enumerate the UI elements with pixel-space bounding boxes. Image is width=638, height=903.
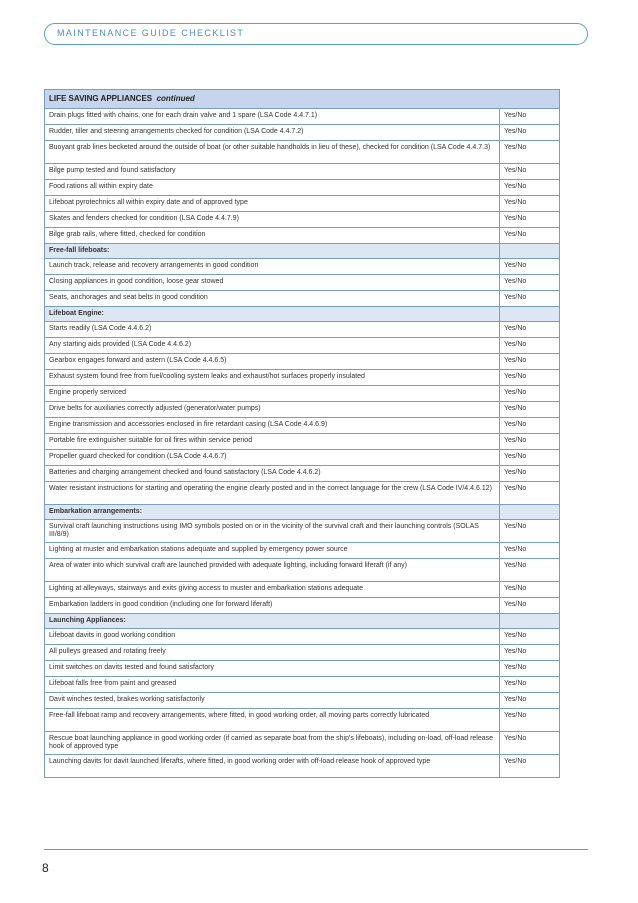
table-title: LIFE SAVING APPLIANCES — [49, 94, 153, 103]
checklist-item-text: Free-fall lifeboat ramp and recovery arrangements, where fitted, in good working order, all moving parts correctly lubricated — [45, 709, 500, 732]
checklist-item-text: Lighting at muster and embarkation stations adequate and supplied by emergency power source — [45, 543, 500, 559]
checklist-row — [45, 402, 560, 418]
checklist-row — [45, 418, 560, 434]
header-banner — [44, 23, 588, 45]
checklist-answer[interactable]: Yes/No — [500, 275, 560, 291]
checklist-item-text: Food rations all within expiry date — [45, 180, 500, 196]
checklist-row — [45, 693, 560, 709]
checklist-answer[interactable]: Yes/No — [500, 386, 560, 402]
checklist-item-text: Seats, anchorages and seat belts in good condition — [45, 291, 500, 307]
checklist-answer[interactable]: Yes/No — [500, 629, 560, 645]
checklist-item-text: Buoyant grab lines becketed around the outside of boat (or other suitable handholds in lieu of these), checked for condition (LSA Code 4.4.7.3) — [45, 141, 500, 164]
checklist-item-text: Rescue boat launching appliance in good working order (if carried as separate boat from the ship's lifeboats), including on-load, off-load release hook of approved type — [45, 732, 500, 755]
checklist-item-text: Embarkation ladders in good condition (including one for forward liferaft) — [45, 598, 500, 614]
checklist-item-text: Survival craft launching instructions using IMO symbols posted on or in the vicinity of the survival craft and their launching controls (SOLAS III/8/9) — [45, 520, 500, 543]
checklist-item-text: Drain plugs fitted with chains, one for each drain valve and 1 spare (LSA Code 4.4.7.1) — [45, 109, 500, 125]
checklist-item-text: Area of water into which survival craft are launched provided with adequate lighting, including forward liferaft (if any) — [45, 559, 500, 582]
section-header-row — [45, 244, 560, 259]
checklist-item-text: Starts readily (LSA Code 4.4.6.2) — [45, 322, 500, 338]
checklist-row — [45, 661, 560, 677]
checklist-row — [45, 125, 560, 141]
checklist-item-text: Limit switches on davits tested and found satisfactory — [45, 661, 500, 677]
checklist-item-text: Lifeboat falls free from paint and greased — [45, 677, 500, 693]
checklist-item-text: All pulleys greased and rotating freely — [45, 645, 500, 661]
section-header: Free-fall lifeboats: — [45, 244, 500, 259]
checklist-item-text: Bilge grab rails, where fitted, checked for condition — [45, 228, 500, 244]
checklist-row — [45, 598, 560, 614]
checklist-item-text: Water resistant instructions for starting and operating the engine clearly posted and in the correct language for the crew (LSA Code IV/4.4.6.12) — [45, 482, 500, 505]
checklist-row — [45, 386, 560, 402]
checklist-item-text: Gearbox engages forward and astern (LSA Code 4.4.6.5) — [45, 354, 500, 370]
table-title-cell — [45, 90, 560, 109]
checklist-row — [45, 109, 560, 125]
section-answer-cell — [500, 307, 560, 322]
checklist-row — [45, 322, 560, 338]
checklist-row — [45, 755, 560, 778]
checklist-item-text: Lighting at alleyways, stairways and exits giving access to muster and embarkation stations adequate — [45, 582, 500, 598]
checklist-item-text: Batteries and charging arrangement checked and found satisfactory (LSA Code 4.4.6.2) — [45, 466, 500, 482]
checklist-item-text: Launch track, release and recovery arrangements in good condition — [45, 259, 500, 275]
section-header: Launching Appliances: — [45, 614, 500, 629]
checklist-item-text: Portable fire extinguisher suitable for oil fires within service period — [45, 434, 500, 450]
checklist-answer[interactable]: Yes/No — [500, 322, 560, 338]
checklist-item-text: Propeller guard checked for condition (LSA Code 4.4.6.7) — [45, 450, 500, 466]
checklist-row — [45, 228, 560, 244]
checklist-row — [45, 629, 560, 645]
checklist-answer[interactable]: Yes/No — [500, 291, 560, 307]
checklist-answer[interactable]: Yes/No — [500, 645, 560, 661]
checklist-answer[interactable]: Yes/No — [500, 466, 560, 482]
checklist-answer[interactable]: Yes/No — [500, 677, 560, 693]
checklist-answer[interactable]: Yes/No — [500, 141, 560, 164]
checklist-item-text: Launching davits for davit launched liferafts, where fitted, in good working order with off-load release hook of approved type — [45, 755, 500, 778]
checklist-answer[interactable]: Yes/No — [500, 370, 560, 386]
checklist-answer[interactable]: Yes/No — [500, 559, 560, 582]
table-title-suffix: continued — [156, 94, 195, 103]
checklist-answer[interactable]: Yes/No — [500, 196, 560, 212]
checklist-answer[interactable]: Yes/No — [500, 354, 560, 370]
checklist-answer[interactable]: Yes/No — [500, 434, 560, 450]
checklist-item-text: Exhaust system found free from fuel/cooling system leaks and exhaust/hot surfaces properly insulated — [45, 370, 500, 386]
checklist-item-text: Engine transmission and accessories enclosed in fire retardant casing (LSA Code 4.4.6.9) — [45, 418, 500, 434]
checklist-answer[interactable]: Yes/No — [500, 755, 560, 778]
checklist-item-text: Closing appliances in good condition, loose gear stowed — [45, 275, 500, 291]
checklist-answer[interactable]: Yes/No — [500, 520, 560, 543]
checklist-answer[interactable]: Yes/No — [500, 212, 560, 228]
checklist-row — [45, 645, 560, 661]
checklist-row — [45, 434, 560, 450]
checklist-row — [45, 732, 560, 755]
section-answer-cell — [500, 614, 560, 629]
checklist-row — [45, 466, 560, 482]
checklist-row — [45, 482, 560, 505]
section-answer-cell — [500, 244, 560, 259]
checklist-row — [45, 141, 560, 164]
checklist-item-text: Lifeboat davits in good working condition — [45, 629, 500, 645]
checklist-answer[interactable]: Yes/No — [500, 450, 560, 466]
checklist-row — [45, 275, 560, 291]
checklist-answer[interactable]: Yes/No — [500, 661, 560, 677]
checklist-answer[interactable]: Yes/No — [500, 164, 560, 180]
section-header: Lifeboat Engine: — [45, 307, 500, 322]
checklist-row — [45, 559, 560, 582]
checklist-answer[interactable]: Yes/No — [500, 482, 560, 505]
checklist-answer[interactable]: Yes/No — [500, 180, 560, 196]
checklist-row — [45, 450, 560, 466]
footer-divider — [44, 849, 588, 850]
checklist-row — [45, 259, 560, 275]
checklist-row — [45, 196, 560, 212]
checklist-answer[interactable]: Yes/No — [500, 402, 560, 418]
checklist-row — [45, 677, 560, 693]
section-header-row — [45, 505, 560, 520]
section-header-row — [45, 307, 560, 322]
checklist-row — [45, 582, 560, 598]
checklist-row — [45, 212, 560, 228]
checklist-answer[interactable]: Yes/No — [500, 338, 560, 354]
checklist-answer[interactable]: Yes/No — [500, 598, 560, 614]
checklist-answer[interactable]: Yes/No — [500, 582, 560, 598]
checklist-row — [45, 354, 560, 370]
checklist-item-text: Davit winches tested, brakes working satisfactorily — [45, 693, 500, 709]
checklist-item-text: Any starting aids provided (LSA Code 4.4.6.2) — [45, 338, 500, 354]
checklist-answer[interactable]: Yes/No — [500, 732, 560, 755]
checklist-answer[interactable]: Yes/No — [500, 709, 560, 732]
checklist-answer[interactable]: Yes/No — [500, 543, 560, 559]
section-answer-cell — [500, 505, 560, 520]
checklist-answer[interactable]: Yes/No — [500, 228, 560, 244]
checklist-row — [45, 543, 560, 559]
header-title: MAINTENANCE GUIDE CHECKLIST — [57, 28, 245, 38]
checklist-row — [45, 520, 560, 543]
checklist-answer[interactable]: Yes/No — [500, 259, 560, 275]
checklist-row — [45, 370, 560, 386]
page-number: 8 — [42, 861, 49, 875]
section-header-row — [45, 614, 560, 629]
checklist-item-text: Rudder, tiller and steering arrangements checked for condition (LSA Code 4.4.7.2) — [45, 125, 500, 141]
checklist-item-text: Lifeboat pyrotechnics all within expiry date and of approved type — [45, 196, 500, 212]
checklist-row — [45, 180, 560, 196]
checklist-item-text: Engine properly serviced — [45, 386, 500, 402]
checklist-item-text: Skates and fenders checked for condition (LSA Code 4.4.7.9) — [45, 212, 500, 228]
checklist-row — [45, 709, 560, 732]
checklist-row — [45, 164, 560, 180]
checklist-answer[interactable]: Yes/No — [500, 418, 560, 434]
section-header: Embarkation arrangements: — [45, 505, 500, 520]
checklist-item-text: Drive belts for auxiliaries correctly adjusted (generator/water pumps) — [45, 402, 500, 418]
checklist-answer[interactable]: Yes/No — [500, 693, 560, 709]
checklist-row — [45, 338, 560, 354]
table-title-row — [45, 90, 560, 109]
checklist-answer[interactable]: Yes/No — [500, 109, 560, 125]
checklist-row — [45, 291, 560, 307]
checklist-table — [44, 89, 560, 778]
checklist-answer[interactable]: Yes/No — [500, 125, 560, 141]
checklist-item-text: Bilge pump tested and found satisfactory — [45, 164, 500, 180]
